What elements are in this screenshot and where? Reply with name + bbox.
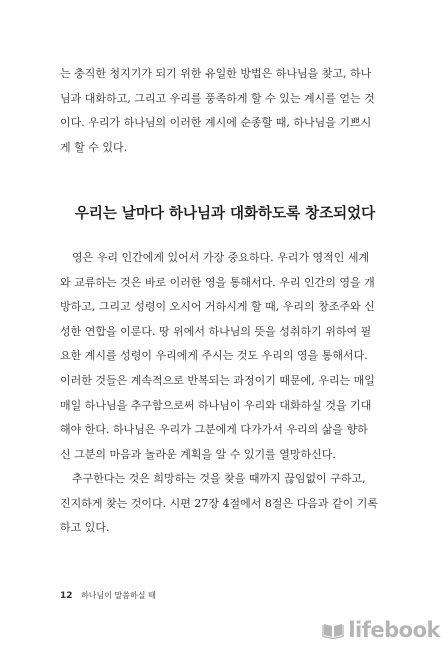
- text-line: 게 할 수 있다.: [60, 140, 128, 154]
- text-line: 하고 있다.: [60, 521, 110, 535]
- text-line: 영은 우리 인간에게 있어서 가장 중요하다. 우리가 영적인 세계: [72, 251, 370, 264]
- text-line: 성한 연합을 이룬다. 땅 위에서 하나님의 뜻을 성취하기 위하여 필: [60, 324, 372, 338]
- top-paragraph: [60, 62, 386, 160]
- page-footer: [60, 590, 156, 601]
- text-line: 방하고, 그리고 성령이 오시어 거하시게 할 때, 우리의 창조주와 신: [60, 300, 375, 314]
- text-line: 이다. 우리가 하나님의 이러한 계시에 순종할 때, 하나님을 기쁘시: [60, 116, 372, 130]
- text-line: 해야 한다. 하나님은 우리가 그분에게 다가가서 우리의 삶을 향하: [60, 423, 368, 437]
- text-line: 요한 계시를 성령이 우리에게 주시는 것도 우리의 영을 통해서다.: [60, 349, 368, 363]
- text-line: 는 충직한 청지기가 되기 위한 유일한 방법은 하나님을 찾고, 하나: [60, 67, 372, 80]
- book-icon: [322, 621, 344, 639]
- text-line: 와 교류하는 것은 바로 이러한 영을 통해서다. 우리 인간의 영을 개: [60, 275, 375, 289]
- body-paragraph-2: [60, 467, 386, 541]
- body-paragraph-1: [60, 246, 386, 467]
- section-heading: 우리는 날마다 하나님과 대화하도록 창조되었다: [74, 206, 376, 222]
- page-number: 12: [60, 591, 73, 601]
- running-title: 하나님이 말씀하실 때: [81, 591, 156, 600]
- text-line: 매일 하나님을 추구함으로써 하나님이 우리와 대화하실 것을 기대: [60, 398, 372, 412]
- text-line: 이러한 것들은 계속적으로 반복되는 과정이기 때문에, 우리는 매일: [60, 373, 375, 387]
- text-line: 신 그분의 마음과 놀라운 계획을 알 수 있기를 열망하신다.: [60, 447, 336, 461]
- text-line: 님과 대화하고, 그리고 우리를 풍족하게 할 수 있는 계시를 얻는 것: [60, 91, 375, 105]
- text-line: 추구한다는 것은 희망하는 것을 찾을 때까지 끊임없이 구하고,: [72, 472, 366, 485]
- text-line: 진지하게 찾는 것이다. 시편 27장 4절에서 8절은 다음과 같이 기록: [60, 496, 378, 510]
- watermark: [322, 618, 440, 642]
- watermark-text: lifebook: [348, 618, 440, 642]
